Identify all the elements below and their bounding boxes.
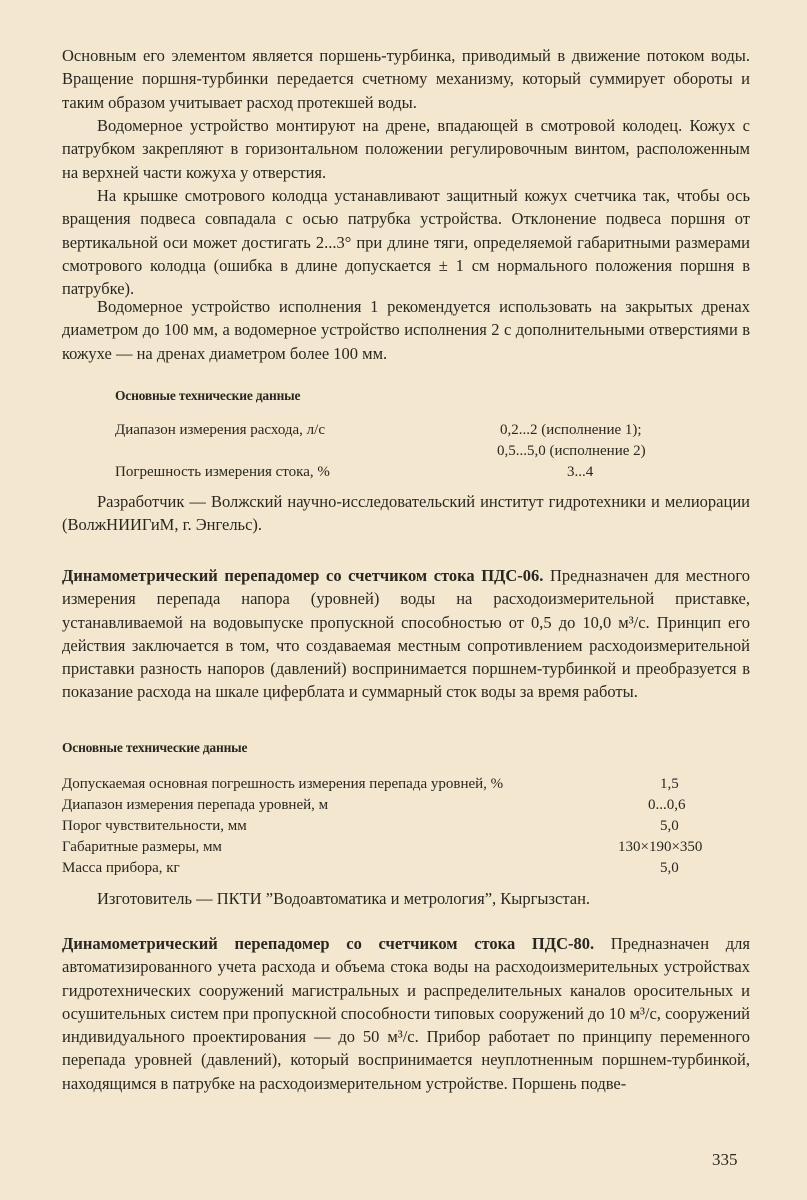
- device1-paragraph: [62, 564, 750, 704]
- spec2-label: Масса прибора, кг: [62, 860, 180, 876]
- device2-title: Динамометрический перепадомер со счетчиком стока ПДС-80.: [62, 934, 595, 953]
- spec2-value: 1,5: [660, 776, 679, 792]
- spec1-label: Диапазон измерения расхода, л/с: [115, 422, 325, 438]
- spec1-row: [115, 462, 675, 483]
- device1-title: Динамометрический перепадомер со счетчиком стока ПДС-06.: [62, 566, 544, 585]
- spec2-value: 130×190×350: [618, 839, 703, 855]
- page-number: 335: [712, 1150, 738, 1169]
- paragraph-3: На крышке смотрового колодца устанавливают защитный кожух счетчика так, чтобы ось вращения подвеса совпадала с осью патрубка устройства. Отклонение подвеса поршня от вертикальной оси может достигать 2...3° при длине тяги, определяемой габаритными размерами смотрового колодца (ошибка в длине допускается ± 1 см нормального положения поршня в патрубке).: [62, 186, 750, 299]
- spec2-label: Допускаемая основная погрешность измерения перепада уровней, %: [62, 776, 504, 792]
- device1-text: Предназначен для местного измерения перепада напора (уровней) воды на расходоизмерительной приставке, устанавливаемой на водовыпуске пропускной способностью от 0,5 до 10,0 м³/с. Принцип его действия заключается в том, что создаваемая местным сопротивлением расходоизмерительной приставки разность напоров (давлений) воспринимается поршнем-турбинкой и преобразуется в показание расхода на шкале циферблата и суммарный сток воды за время работы.: [62, 566, 750, 702]
- spec2-value: 5,0: [660, 818, 679, 834]
- spec1-label: Погрешность измерения стока, %: [115, 464, 330, 480]
- spec1-value: 3...4: [567, 464, 594, 480]
- spec1-row: [115, 441, 675, 462]
- manufacturer-paragraph: Изготовитель — ПКТИ ”Водоавтоматика и метрология”, Кыргызстан.: [97, 889, 591, 908]
- spec1-heading: Основные технические данные: [115, 388, 301, 403]
- spec2-label: Диапазон измерения перепада уровней, м: [62, 797, 329, 813]
- spec2-label: Габаритные размеры, мм: [62, 839, 222, 855]
- spec1-value: 0,5...5,0 (исполнение 2): [497, 443, 646, 459]
- spec1-value: 0,2...2 (исполнение 1);: [500, 422, 642, 438]
- spec1-row: [115, 420, 675, 441]
- paragraph-2: Водомерное устройство монтируют на дрене, впадающей в смотровой колодец. Кожух с патрубком закрепляют в горизонтальном положении регулировочным винтом, расположенным на верхней части кожуха у отверстия.: [62, 116, 750, 182]
- device2-paragraph: [62, 932, 750, 1095]
- spec1-table: [115, 420, 675, 483]
- spec2-heading: Основные технические данные: [62, 740, 248, 755]
- spec2-row: [62, 774, 742, 795]
- spec2-label: Порог чувствительности, мм: [62, 818, 247, 834]
- spec2-row: [62, 795, 742, 816]
- developer-paragraph: Разработчик — Волжский научно-исследовательский институт гидротехники и мелиорации (ВолжНИИГиМ, г. Энгельс).: [62, 492, 750, 535]
- spec2-value: 0...0,6: [648, 797, 686, 813]
- spec2-table: [62, 774, 742, 879]
- spec2-row: [62, 858, 742, 879]
- spec2-row: [62, 816, 742, 837]
- spec2-row: [62, 837, 742, 858]
- paragraph-4: Водомерное устройство исполнения 1 рекомендуется использовать на закрытых дренах диаметром до 100 мм, а водомерное устройство исполнения 2 с дополнительными отверстиями в кожухе — на дренах диаметром более 100 мм.: [62, 297, 750, 363]
- device2-text: Предназначен для автоматизированного учета расхода и объема стока воды на расходоизмерительных устройствах гидротехнических сооружений магистральных и распределительных каналов оросительных и осушительных систем при пропускной способности типовых сооружений до 10 м³/с, сооружений индивидуального проектирования — до 50 м³/с. Прибор работает по принципу переменного перепада уровней (давлений), который воспринимается неуплотненным поршнем-турбинкой, находящимся в патрубке на расходоизмерительном устройстве. Поршень подве-: [62, 934, 750, 1093]
- spec2-value: 5,0: [660, 860, 679, 876]
- paragraph-1: Основным его элементом является поршень-турбинка, приводимый в движение потоком воды. Вращение поршня-турбинки передается счетному механизму, который суммирует обороты и таким образом учитывает расход протекшей воды.: [62, 46, 750, 112]
